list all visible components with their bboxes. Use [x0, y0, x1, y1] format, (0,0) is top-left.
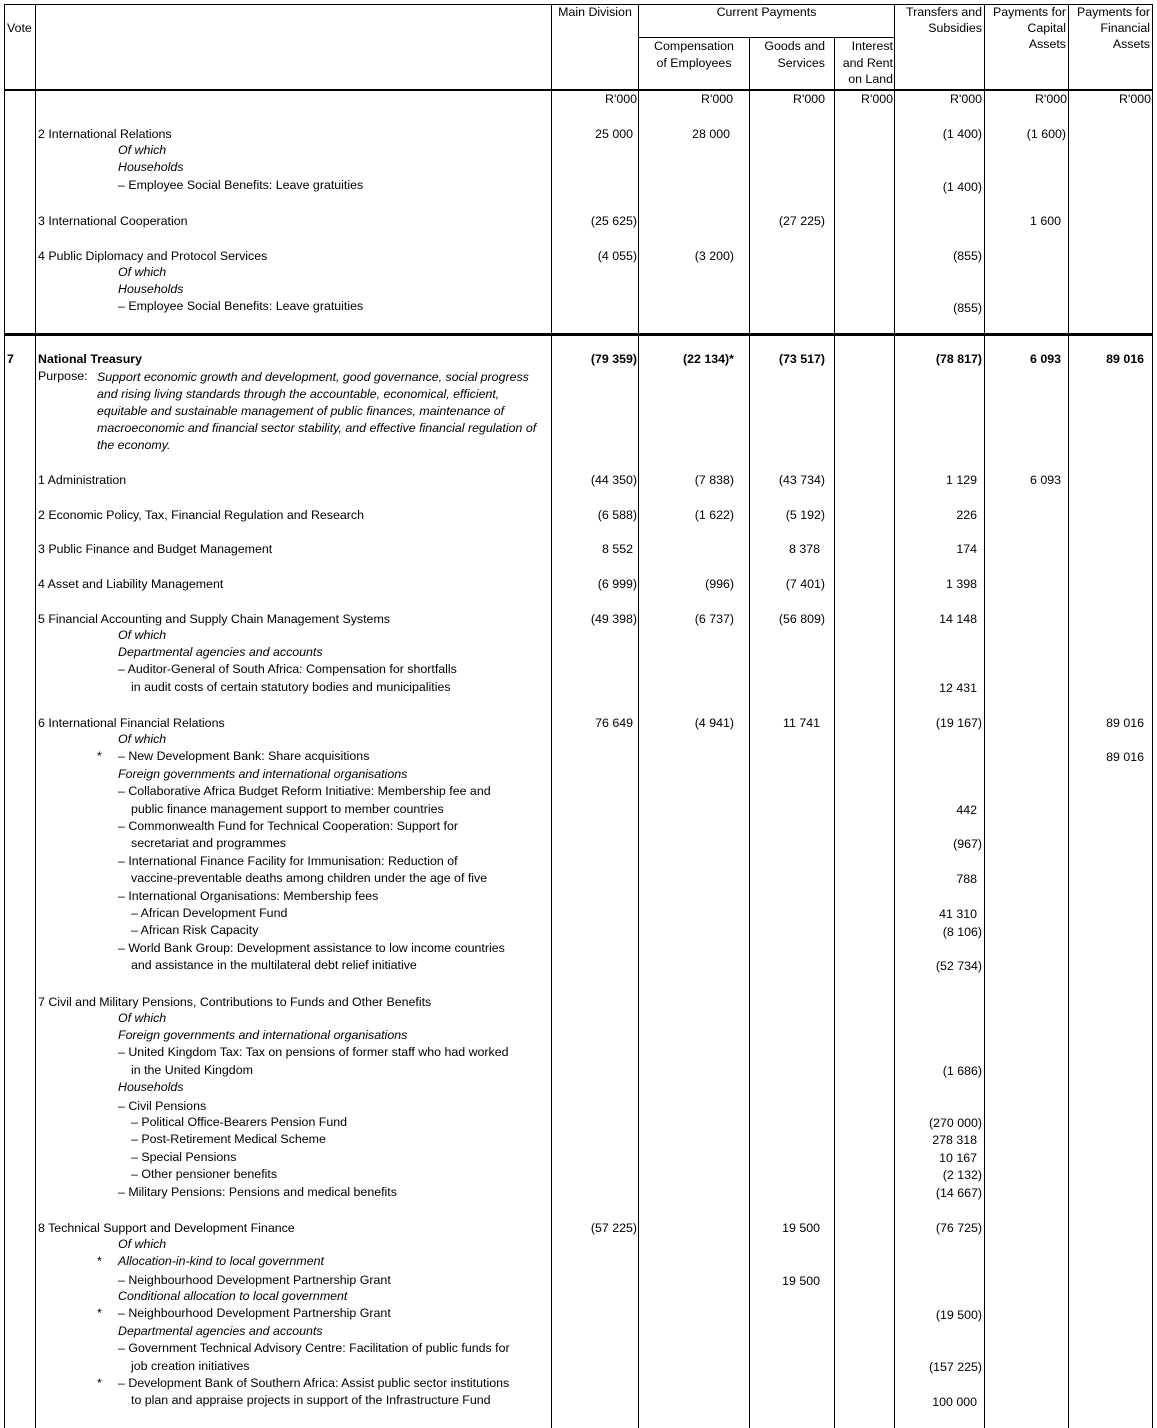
value-main: (6 588): [597, 508, 637, 522]
value-comp: (6 737): [694, 612, 734, 626]
programme-title: 2 International Relations: [38, 127, 172, 141]
hline-vote-separator: [4, 333, 1153, 336]
programme-title: 5 Financial Accounting and Supply Chain Management Systems: [38, 612, 390, 626]
header-financial-3: Assets: [1112, 37, 1150, 51]
sub-line-item: – Post-Retirement Medical Scheme: [131, 1132, 326, 1146]
header-capital-3: Assets: [1028, 37, 1066, 51]
header-vote: Vote: [7, 21, 32, 35]
line-item: – United Kingdom Tax: Tax on pensions of former staff who had worked: [118, 1045, 509, 1059]
value-goods: (43 734): [778, 473, 825, 487]
of-which-label: Of which: [118, 143, 167, 157]
of-which-label: Of which: [118, 1237, 167, 1251]
value-transfers: (76 725): [935, 1221, 982, 1235]
line-item-cont: and assistance in the multilateral debt relief initiative: [131, 958, 417, 972]
vline-interest: [834, 37, 835, 1428]
value-main: (79 359): [590, 352, 637, 366]
value-transfers: (78 817): [935, 352, 982, 366]
value-main: 8 552: [601, 542, 633, 556]
line-item: – Military Pensions: Pensions and medical benefits: [118, 1185, 397, 1199]
category-label: Conditional allocation to local government: [118, 1289, 348, 1303]
header-financial-1: Payments for: [1077, 5, 1150, 19]
footnote-star: *: [97, 1254, 102, 1268]
value-main: (25 625): [590, 214, 637, 228]
category-label: Foreign governments and international organisations: [118, 1028, 408, 1042]
header-financial-2: Financial: [1100, 21, 1150, 35]
programme-title: 3 Public Finance and Budget Management: [38, 542, 273, 556]
vline-goods: [749, 37, 750, 1428]
value-transfers: (855): [953, 301, 982, 315]
header-main-division: Main Division: [558, 5, 632, 19]
value-capital: 6 093: [1029, 352, 1061, 366]
value-comp: 28 000: [692, 127, 730, 141]
value-main: 76 649: [595, 716, 633, 730]
programme-title: 8 Technical Support and Development Finance: [38, 1221, 295, 1235]
sub-line-item: – Special Pensions: [131, 1150, 237, 1164]
line-item: – International Finance Facility for Immunisation: Reduction of: [118, 854, 458, 868]
value-comp: (4 941): [694, 716, 734, 730]
value-main: 25 000: [595, 127, 633, 141]
line-item: – World Bank Group: Development assistance to low income countries: [118, 941, 505, 955]
value-main: (6 999): [597, 577, 637, 591]
unit-capital: R'000: [1035, 92, 1067, 106]
of-which-label: Of which: [118, 265, 167, 279]
sub-line-item: – Other pensioner benefits: [131, 1167, 278, 1181]
line-item: – Development Bank of Southern Africa: Assist public sector institutions: [118, 1376, 510, 1390]
category-label: Departmental agencies and accounts: [118, 1324, 323, 1338]
header-transfers-1: Transfers and: [906, 5, 982, 19]
value-financial: 89 016: [1106, 352, 1144, 366]
value-transfers: (967): [953, 837, 982, 851]
header-capital-1: Payments for: [993, 5, 1066, 19]
value-transfers: 174: [956, 542, 977, 556]
value-transfers: 788: [956, 872, 977, 886]
unit-transfers: R'000: [950, 92, 982, 106]
line-item: – Employee Social Benefits: Leave gratuities: [118, 178, 364, 192]
line-item: – Neighbourhood Development Partnership Grant: [118, 1273, 391, 1287]
value-transfers: 41 310: [939, 907, 977, 921]
vline-vote: [35, 4, 36, 1428]
unit-main: R'000: [605, 92, 637, 106]
line-item: – Employee Social Benefits: Leave gratuities: [118, 299, 364, 313]
value-comp: (3 200): [694, 249, 734, 263]
purpose-text: Support economic growth and development, good governance, social progress and rising living standards through the accountable, economical, efficient, equitable and sustainable management of public finances, maintenance of macroeconomic and financial sector stability, and effective financial regulation of the economy.: [97, 370, 537, 452]
category-label: Households: [118, 282, 184, 296]
footnote-star: *: [97, 749, 102, 763]
programme-title: 4 Asset and Liability Management: [38, 577, 224, 591]
category-label: Households: [118, 160, 184, 174]
value-transfers: 10 167: [939, 1151, 977, 1165]
header-goods-2: Services: [777, 56, 825, 70]
unit-interest: R'000: [861, 92, 893, 106]
value-transfers: (1 686): [942, 1064, 982, 1078]
line-item-cont: secretariat and programmes: [131, 836, 286, 850]
programme-title: 7 Civil and Military Pensions, Contributions to Funds and Other Benefits: [38, 995, 432, 1009]
unit-financial: R'000: [1119, 92, 1151, 106]
footnote-star: *: [97, 1376, 102, 1390]
value-goods: (5 192): [785, 508, 825, 522]
line-item: – Auditor-General of South Africa: Compensation for shortfalls: [118, 662, 457, 676]
line-item: – Government Technical Advisory Centre: Facilitation of public funds for: [118, 1341, 510, 1355]
value-comp: (22 134)*: [683, 352, 734, 366]
line-item-cont: vaccine-preventable deaths among children under the age of five: [131, 871, 488, 885]
sub-line-item: – African Development Fund: [131, 906, 288, 920]
line-item: – Civil Pensions: [118, 1099, 207, 1113]
vote-title: National Treasury: [38, 352, 142, 366]
line-item-cont: in audit costs of certain statutory bodies and municipalities: [131, 680, 451, 694]
value-transfers: (270 000): [928, 1116, 982, 1130]
value-goods: (7 401): [785, 577, 825, 591]
value-goods: (73 517): [778, 352, 825, 366]
value-main: (4 055): [597, 249, 637, 263]
value-transfers: 442: [956, 803, 977, 817]
value-transfers: (19 167): [935, 716, 982, 730]
value-comp: (7 838): [694, 473, 734, 487]
value-transfers: (52 734): [935, 959, 982, 973]
line-item-cont: job creation initiatives: [131, 1359, 250, 1373]
line-item: – New Development Bank: Share acquisitions: [118, 749, 370, 763]
value-main: (49 398): [590, 612, 637, 626]
value-transfers: 1 398: [945, 577, 977, 591]
value-goods: 11 741: [783, 716, 820, 730]
header-transfers-2: Subsidies: [928, 21, 982, 35]
value-capital: (1 600): [1026, 127, 1066, 141]
programme-title: 4 Public Diplomacy and Protocol Services: [38, 249, 268, 263]
vote-number: 7: [7, 352, 14, 366]
value-transfers: 12 431: [939, 681, 977, 695]
of-which-label: Of which: [118, 628, 167, 642]
programme-title: 6 International Financial Relations: [38, 716, 225, 730]
category-label: Households: [118, 1080, 184, 1094]
value-capital: 1 600: [1029, 214, 1061, 228]
value-transfers: (1 400): [942, 127, 982, 141]
value-goods: 19 500: [782, 1221, 820, 1235]
of-which-label: Of which: [118, 732, 167, 746]
purpose-label: Purpose:: [38, 369, 88, 383]
line-item-cont: public finance management support to member countries: [131, 802, 444, 816]
value-capital: 6 093: [1029, 473, 1061, 487]
sub-line-item: – African Risk Capacity: [131, 923, 259, 937]
value-transfers: 100 000: [932, 1395, 977, 1409]
programme-title: 1 Administration: [38, 473, 127, 487]
line-item: – International Organisations: Membership fees: [118, 889, 379, 903]
value-transfers: (8 106): [942, 925, 982, 939]
hline-header-bottom: [4, 89, 1153, 91]
of-which-label: Of which: [118, 1011, 167, 1025]
header-interest-2: and Rent: [842, 56, 893, 70]
value-transfers: (14 667): [935, 1186, 982, 1200]
value-goods: 8 378: [788, 542, 820, 556]
value-transfers: (19 500): [935, 1308, 982, 1322]
line-item-cont: to plan and appraise projects in support of the Infrastructure Fund: [131, 1393, 491, 1407]
value-goods: 19 500: [782, 1274, 820, 1288]
programme-title: 2 Economic Policy, Tax, Financial Regulation and Research: [38, 508, 364, 522]
value-transfers: (1 400): [942, 180, 982, 194]
hline-current-payments: [638, 37, 895, 38]
value-transfers: 14 148: [939, 612, 977, 626]
line-item-cont: in the United Kingdom: [131, 1063, 253, 1077]
sub-line-item: – Political Office-Bearers Pension Fund: [131, 1115, 348, 1129]
value-main: (57 225): [590, 1221, 637, 1235]
programme-title: 3 International Cooperation: [38, 214, 188, 228]
unit-goods: R'000: [793, 92, 825, 106]
header-compensation-2: of Employees: [656, 56, 732, 70]
line-item: – Commonwealth Fund for Technical Cooperation: Support for: [118, 819, 459, 833]
value-transfers: 278 318: [932, 1133, 977, 1147]
header-compensation-1: Compensation: [654, 39, 734, 53]
value-transfers: 1 129: [945, 473, 977, 487]
header-goods-1: Goods and: [764, 39, 825, 53]
value-transfers: 226: [956, 508, 977, 522]
category-label: Allocation-in-kind to local government: [118, 1254, 324, 1268]
line-item: – Collaborative Africa Budget Reform Initiative: Membership fee and: [118, 784, 491, 798]
header-interest-3: on Land: [848, 72, 893, 86]
value-comp: (996): [705, 577, 734, 591]
unit-comp: R'000: [701, 92, 733, 106]
value-goods: (56 809): [778, 612, 825, 626]
category-label: Foreign governments and international organisations: [118, 767, 408, 781]
value-transfers: (2 132): [942, 1168, 982, 1182]
border-left: [4, 4, 5, 1428]
value-comp: (1 622): [694, 508, 734, 522]
value-financial: 89 016: [1106, 716, 1144, 730]
line-item: – Neighbourhood Development Partnership Grant: [118, 1306, 391, 1320]
value-financial: 89 016: [1106, 750, 1144, 764]
value-transfers: (855): [953, 249, 982, 263]
value-transfers: (157 225): [928, 1360, 982, 1374]
value-goods: (27 225): [778, 214, 825, 228]
header-capital-2: Capital: [1027, 21, 1066, 35]
footnote-star: *: [97, 1306, 102, 1320]
border-right: [1152, 4, 1153, 1428]
header-current-payments: Current Payments: [716, 5, 817, 19]
value-main: (44 350): [590, 473, 637, 487]
header-interest-1: Interest: [851, 39, 893, 53]
category-label: Departmental agencies and accounts: [118, 645, 323, 659]
